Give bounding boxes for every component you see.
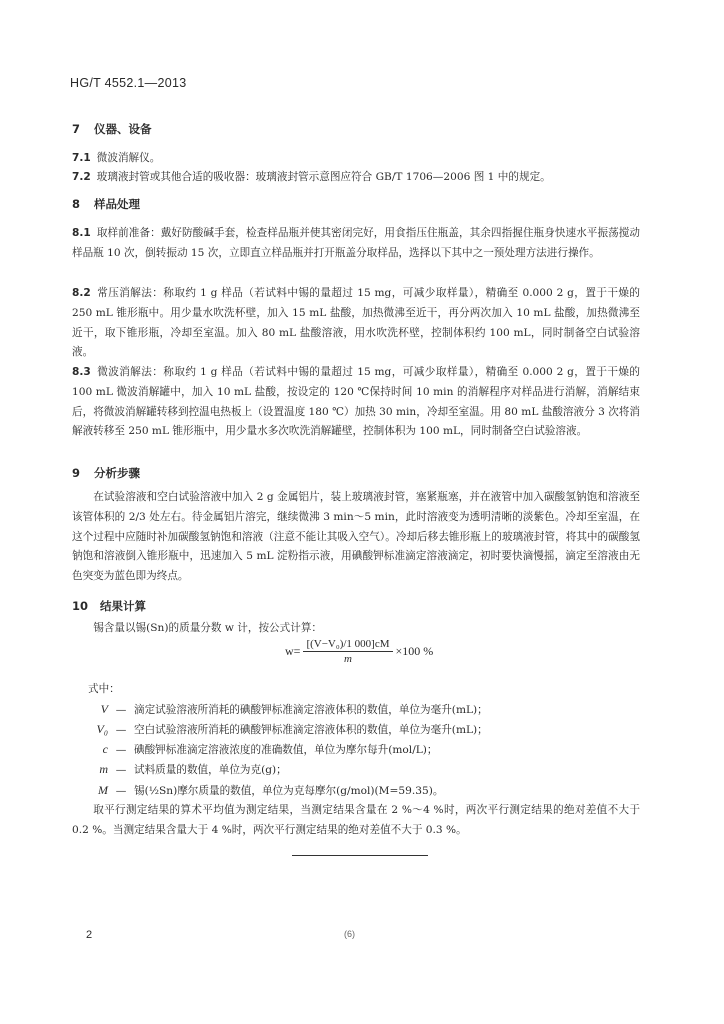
variable-dash: — bbox=[115, 744, 127, 756]
clause-8-2 bbox=[72, 284, 640, 363]
end-of-text-rule bbox=[292, 855, 428, 856]
variable-row bbox=[72, 719, 488, 739]
variable-row bbox=[72, 780, 443, 800]
clause-text: 玻璃液封管或其他合适的吸收器：玻璃液封管示意图应符合 GB/T 1706—2006 图 1 中的规定。 bbox=[96, 171, 551, 183]
result-conclusion: 取平行测定结果的算术平均值为测定结果，当测定结果含量在 2 %～4 %时，两次平行测定结果的绝对差值不大于 0.2 %。当测定结果含量大于 4 %时，两次平行测定结果的绝对差值不大于 0.3 %。 bbox=[72, 804, 640, 836]
page-number: 2 bbox=[86, 929, 93, 941]
clause-label: 8.2 bbox=[72, 287, 91, 299]
clause-7-1 bbox=[72, 149, 640, 169]
formula-numerator: [(V−V₀)/1 000]cM bbox=[303, 638, 392, 652]
clause-text: 微波消解法：称取约 1 g 样品（若试料中锡的量超过 15 mg，可减少取样量），精确至 0.000 2 g，置于干燥的 100 mL 微波消解罐中，加入 10 mL 盐酸，按设定的 120 ℃保持时间 10 min 的消解程序对样品进行消解，消解结束后，将微波消解罐转移到控温电热板上（设置温度 180 ℃）加热 30 min，冷却至室温。用 80 mL 盐酸溶液分 3 次将消解液转移至 250 mL 锥形瓶中，用少量水多次吹洗消解罐壁，控制体积为 100 mL，同时制备空白试验溶液。 bbox=[72, 366, 640, 438]
variable-dash: — bbox=[115, 704, 127, 716]
variable-dash: — bbox=[115, 764, 127, 776]
section-number: 8 bbox=[72, 197, 81, 211]
clause-label: 8.1 bbox=[72, 227, 91, 239]
section-10-heading bbox=[72, 598, 146, 614]
section-number: 9 bbox=[72, 466, 81, 480]
clause-label: 7.2 bbox=[72, 171, 91, 183]
clause-label: 7.1 bbox=[72, 152, 91, 164]
variable-symbol: m bbox=[99, 762, 108, 776]
section-title: 仪器、设备 bbox=[94, 122, 152, 136]
variable-description: 空白试验溶液所消耗的碘酸钾标准滴定溶液体积的数值，单位为毫升(mL)； bbox=[134, 724, 488, 736]
analysis-procedure-text: 在试验溶液和空白试验溶液中加入 2 g 金属铝片，装上玻璃液封管，塞紧瓶塞，并在液管中加入碳酸氢钠饱和溶液至该管体积的 2/3 处左右。待金属铝片溶完，继续微沸 3 min～5 min，此时溶液变为透明清晰的淡紫色。冷却至室温，在这个过程中应随时补加碳酸氢钠饱和溶液（注意不能让其吸入空气）。冷却后移去锥形瓶上的玻璃液封管，将其中的碳酸氢钠饱和溶液倒入锥形瓶中，迅速加入 5 mL 淀粉指示液，用碘酸钾标准滴定溶液滴定，初时要快滴慢摇，滴定至溶液由无色突变为蓝色即为终点。 bbox=[72, 491, 640, 583]
clause-8-3 bbox=[72, 363, 640, 442]
page-sequence: (6) bbox=[344, 929, 355, 939]
variable-description: 碘酸钾标准滴定溶液浓度的准确数值，单位为摩尔每升(mol/L)； bbox=[134, 744, 438, 756]
variable-symbol: V bbox=[100, 702, 108, 716]
variable-row bbox=[72, 739, 438, 759]
section-title: 样品处理 bbox=[94, 197, 140, 211]
clause-text: 微波消解仪。 bbox=[96, 152, 161, 164]
variable-row bbox=[72, 759, 287, 779]
formula-tail: ×100 % bbox=[395, 644, 434, 658]
formula-fraction bbox=[303, 638, 392, 665]
variable-description: 滴定试验溶液所消耗的碘酸钾标准滴定溶液体积的数值，单位为毫升(mL)； bbox=[134, 704, 488, 716]
where-label: 式中： bbox=[88, 683, 120, 695]
variable-symbol: M bbox=[98, 783, 108, 797]
variable-dash: — bbox=[115, 724, 127, 736]
section-title: 分析步骤 bbox=[94, 466, 140, 480]
variable-row bbox=[72, 699, 488, 719]
document-code: HG/T 4552.1—2013 bbox=[70, 76, 187, 90]
calc-intro: 锡含量以锡(Sn)的质量分数 w 计，按公式计算： bbox=[93, 622, 323, 634]
section-title: 结果计算 bbox=[100, 599, 146, 613]
variable-dash: — bbox=[115, 785, 127, 797]
variable-symbol: V₀ bbox=[96, 722, 108, 736]
mass-fraction-formula bbox=[285, 638, 433, 665]
variable-description: 试料质量的数值，单位为克(g)； bbox=[134, 764, 287, 776]
section-number: 7 bbox=[72, 122, 81, 136]
clause-8-1 bbox=[72, 224, 640, 264]
variable-description: 锡(½Sn)摩尔质量的数值，单位为克每摩尔(g/mol)(M=59.35)。 bbox=[134, 785, 444, 797]
section-7-heading bbox=[72, 121, 152, 137]
clause-text: 常压消解法：称取约 1 g 样品（若试料中锡的量超过 15 mg，可减少取样量），精确至 0.000 2 g，置于干燥的 250 mL 锥形瓶中。用少量水吹洗杯壁，加入 15 mL 盐酸，加热微沸至近干，再分两次加入 10 mL 盐酸，加热微沸至近干，取下锥形瓶，冷却至室温。加入 80 mL 盐酸溶液，用水吹洗杯壁，控制体积约 100 mL，同时制备空白试验溶液。 bbox=[72, 287, 640, 359]
clause-label: 8.3 bbox=[72, 366, 91, 378]
section-8-heading bbox=[72, 196, 140, 212]
section-9-heading bbox=[72, 465, 140, 481]
formula-lhs: w= bbox=[285, 644, 301, 658]
clause-text: 取样前准备：戴好防酸碱手套，检查样品瓶并使其密闭完好，用食指压住瓶盖，其余四指握住瓶身快速水平振荡搅动样品瓶 10 次，倒转振动 15 次，立即直立样品瓶并打开瓶盖分取样品，选择以下其中之一预处理方法进行操作。 bbox=[72, 227, 640, 259]
clause-7-2 bbox=[72, 168, 640, 188]
section-number: 10 bbox=[72, 599, 89, 613]
variable-symbol: c bbox=[102, 742, 108, 756]
formula-denominator: m bbox=[343, 653, 352, 665]
